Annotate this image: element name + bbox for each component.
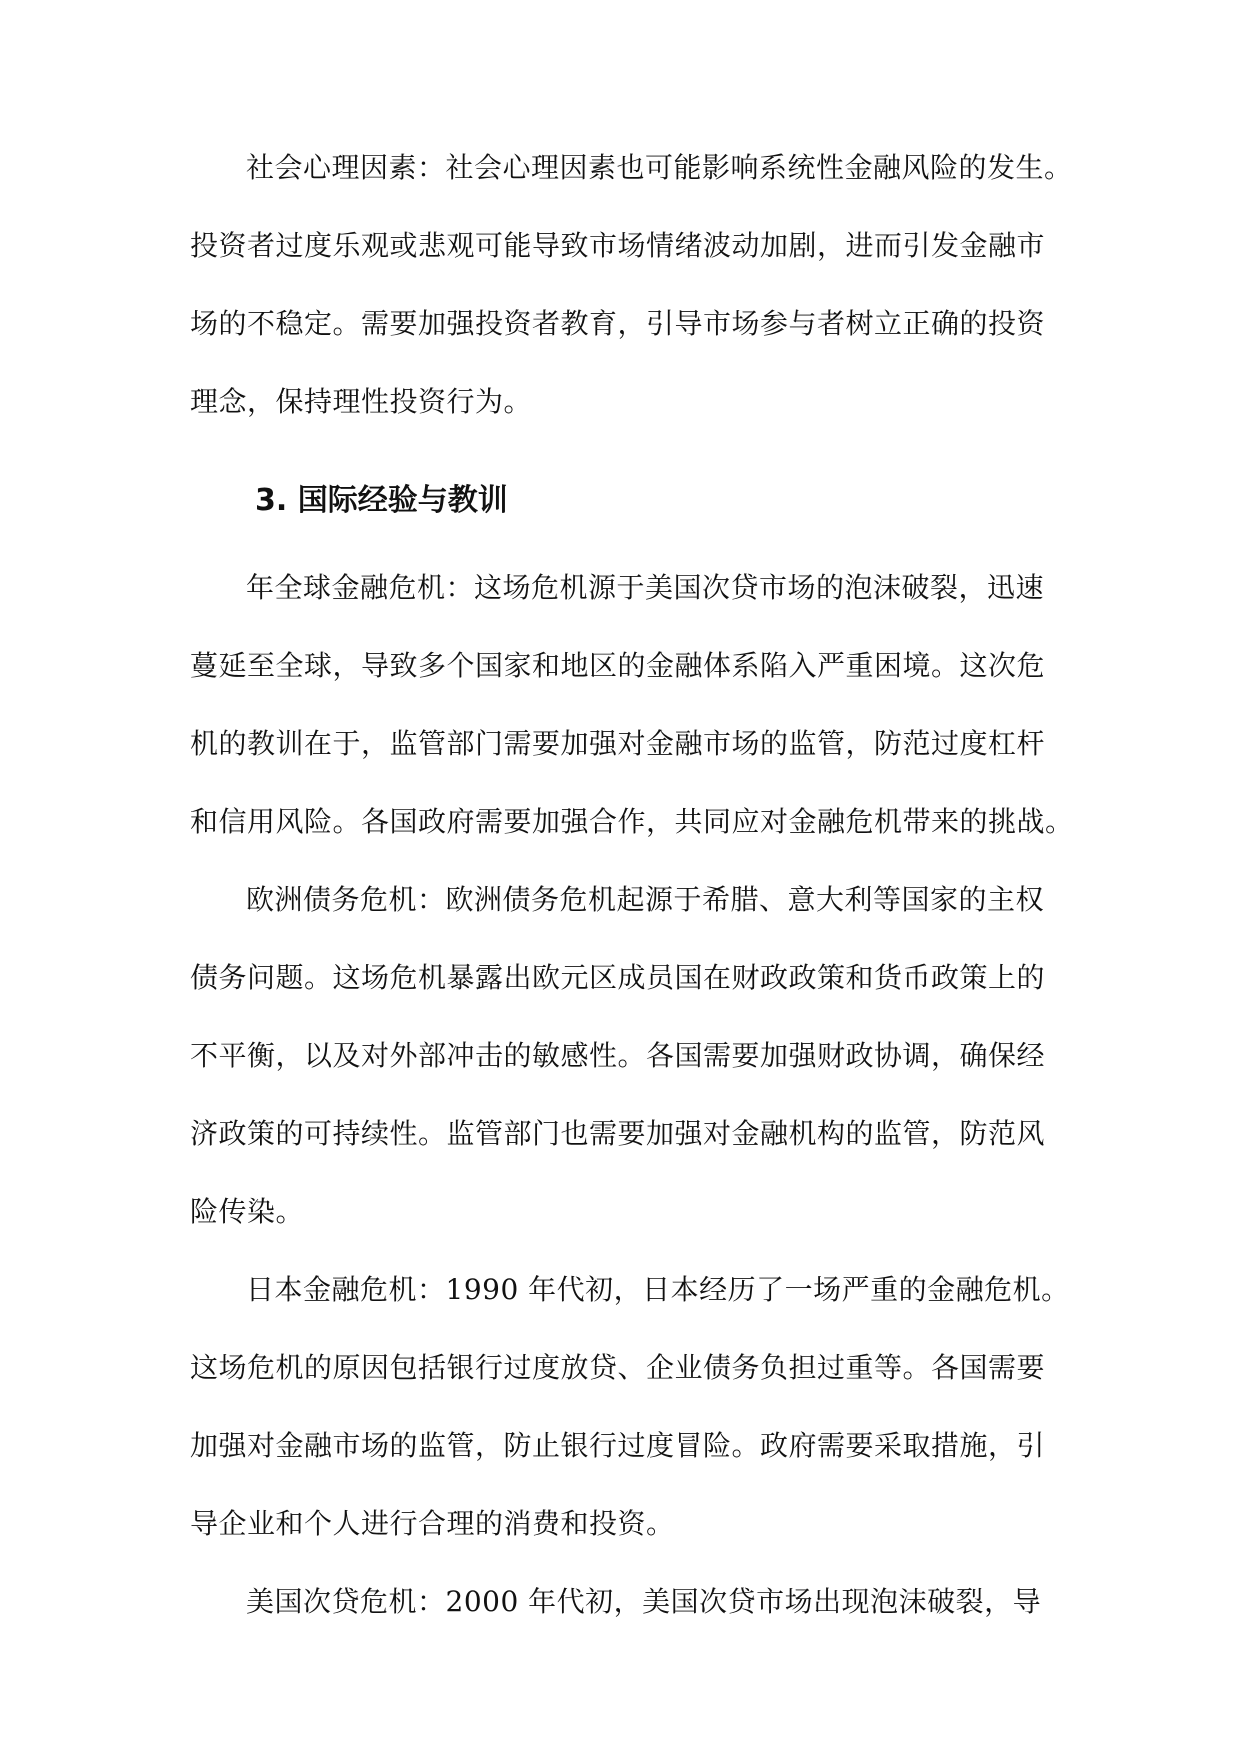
paragraph-line: 和信用风险。各国政府需要加强合作，共同应对金融危机带来的挑战。 — [190, 805, 1074, 838]
paragraph-line: 济政策的可持续性。监管部门也需要加强对金融机构的监管，防范风 — [190, 1117, 1046, 1150]
paragraph-line: 加强对金融市场的监管，防止银行过度冒险。政府需要采取措施，引 — [190, 1429, 1046, 1462]
paragraph-line: 场的不稳定。需要加强投资者教育，引导市场参与者树立正确的投资 — [190, 307, 1046, 340]
paragraph-line: 蔓延至全球，导致多个国家和地区的金融体系陷入严重困境。这次危 — [190, 649, 1046, 682]
paragraph-line: 投资者过度乐观或悲观可能导致市场情绪波动加剧，进而引发金融市 — [190, 229, 1046, 262]
paragraph-line: 美国次贷危机：2000 年代初，美国次贷市场出现泡沫破裂，导 — [246, 1585, 1042, 1618]
paragraph-line: 机的教训在于，监管部门需要加强对金融市场的监管，防范过度杠杆 — [190, 727, 1046, 760]
paragraph-line: 社会心理因素：社会心理因素也可能影响系统性金融风险的发生。 — [246, 151, 1073, 184]
section-heading: 3. 国际经验与教训 — [255, 483, 508, 518]
paragraph-line: 导企业和个人进行合理的消费和投资。 — [190, 1507, 675, 1540]
paragraph-line: 这场危机的原因包括银行过度放贷、企业债务负担过重等。各国需要 — [190, 1351, 1046, 1384]
paragraph-line: 理念，保持理性投资行为。 — [190, 385, 533, 418]
paragraph-line: 年全球金融危机：这场危机源于美国次贷市场的泡沫破裂，迅速 — [246, 571, 1045, 604]
paragraph-line: 债务问题。这场危机暴露出欧元区成员国在财政政策和货币政策上的 — [190, 961, 1046, 994]
paragraph-line: 日本金融危机：1990 年代初，日本经历了一场严重的金融危机。 — [246, 1273, 1070, 1306]
paragraph-line: 险传染。 — [190, 1195, 305, 1228]
paragraph-line: 欧洲债务危机：欧洲债务危机起源于希腊、意大利等国家的主权 — [246, 883, 1045, 916]
paragraph-line: 不平衡，以及对外部冲击的敏感性。各国需要加强财政协调，确保经 — [190, 1039, 1046, 1072]
